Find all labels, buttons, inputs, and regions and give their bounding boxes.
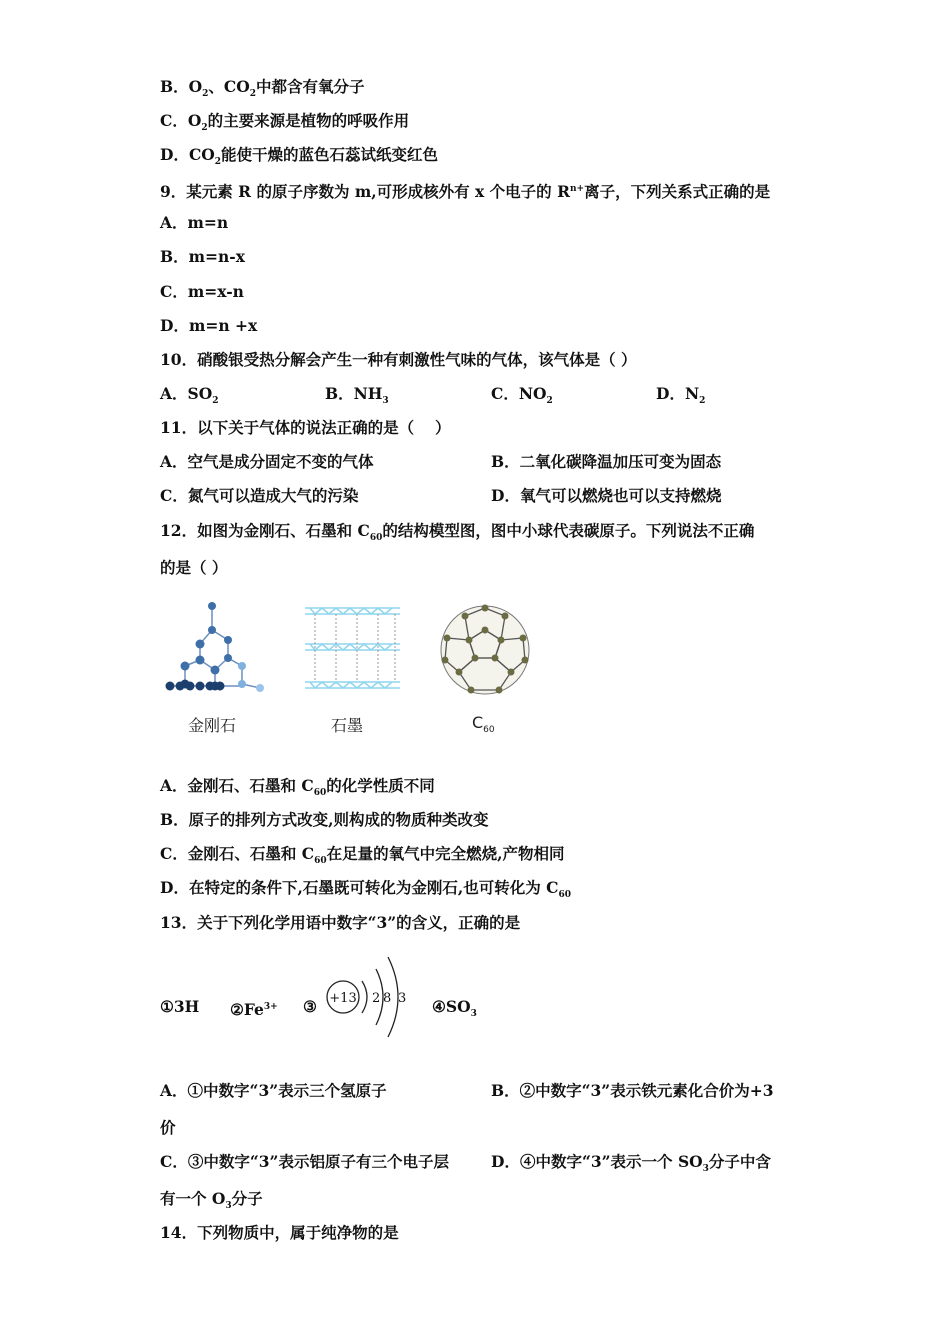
q10-option-b: B．$NH_3$: [325, 384, 389, 407]
q8-option-d: D．$CO_2$能使干燥的蓝色石蕊试纸变红色: [160, 145, 439, 168]
q11-option-c: C．氮气可以造成大气的污染: [160, 486, 359, 505]
q13-option-c: C．③中数字“3”表示铝原子有三个电子层: [160, 1152, 449, 1171]
q13-option-b: B．②中数字“3”表示铁元素化合价为+3: [491, 1081, 774, 1100]
q9-option-d: D．m=n +x: [160, 316, 258, 335]
q14-stem: 14．下列物质中，属于纯净物的是: [160, 1223, 399, 1242]
q8-option-c: C．$O_2$的主要来源是植物的呼吸作用: [160, 111, 410, 134]
q13-option-a: A．①中数字“3”表示三个氢原子: [160, 1081, 387, 1100]
shell-3-count: 3: [398, 991, 407, 1006]
q11-option-b: B．二氧化碳降温加压可变为固态: [491, 452, 722, 471]
shell-1-count: 2: [372, 991, 381, 1006]
q9-stem: 9．某元素 R 的原子序数为 m,可形成核外有 x 个电子的 $R^{n+}$离子，下列关系式正确的是: [160, 182, 771, 202]
c60-caption: $C_{60}$: [472, 713, 495, 736]
graphite-structure-image: [300, 600, 405, 700]
q11-option-d: D．氧气可以燃烧也可以支持燃烧: [491, 486, 722, 505]
q13-item-1: ①3H: [160, 997, 200, 1016]
diamond-structure-image: [160, 600, 275, 700]
aluminum-atom-structure-diagram: [322, 945, 417, 1050]
q13-item-4: $④SO_3$: [432, 997, 477, 1020]
q13-item-2: $②Fe^{3+}$: [230, 1000, 278, 1020]
diamond-caption: 金刚石: [188, 716, 237, 735]
q10-stem: 10．硝酸银受热分解会产生一种有刺激性气味的气体，该气体是（ ）: [160, 350, 637, 369]
q9-option-c: C．m=x-n: [160, 282, 244, 301]
c60-structure-image: [435, 600, 540, 700]
q12-stem: 12．如图为金刚石、石墨和 $C_{60}$的结构模型图，图中小球代表碳原子。下列说法不正确: [160, 521, 755, 544]
q12-option-d: D．在特定的条件下,石墨既可转化为金刚石,也可转化为 $C_{60}$: [160, 878, 571, 901]
q13-option-b-continued: 价: [160, 1118, 176, 1137]
shell-2-count: 8: [383, 991, 392, 1006]
q11-option-a: A．空气是成分固定不变的气体: [160, 452, 374, 471]
nucleus-charge-label: +13: [329, 991, 357, 1006]
q12-stem-line2: 的是（ ）: [160, 558, 228, 577]
q10-option-a: A．$SO_2$: [160, 384, 219, 407]
q13-stem: 13．关于下列化学用语中数字“3”的含义，正确的是: [160, 913, 521, 932]
q10-option-c: C．$NO_2$: [491, 384, 553, 407]
q11-stem: 11．以下关于气体的说法正确的是（ ）: [160, 418, 451, 437]
q13-item-3-label: ③: [303, 997, 317, 1016]
q13-option-d: D．④中数字“3”表示一个 $SO_3$分子中含: [491, 1152, 771, 1175]
q9-option-b: B．m=n-x: [160, 247, 245, 266]
q12-option-a: A．金刚石、石墨和 $C_{60}$的化学性质不同: [160, 776, 435, 799]
q12-option-c: C．金刚石、石墨和 $C_{60}$在足量的氧气中完全燃烧,产物相同: [160, 844, 565, 867]
q10-option-d: D．$N_2$: [656, 384, 706, 407]
q13-option-d-continued: 有一个 $O_3$分子: [160, 1189, 263, 1212]
q12-option-b: B．原子的排列方式改变,则构成的物质种类改变: [160, 810, 489, 829]
q8-option-b: B．$O_2$、$CO_2$中都含有氧分子: [160, 77, 365, 100]
q9-option-a: A．m=n: [160, 213, 229, 232]
graphite-caption: 石墨: [331, 716, 364, 735]
